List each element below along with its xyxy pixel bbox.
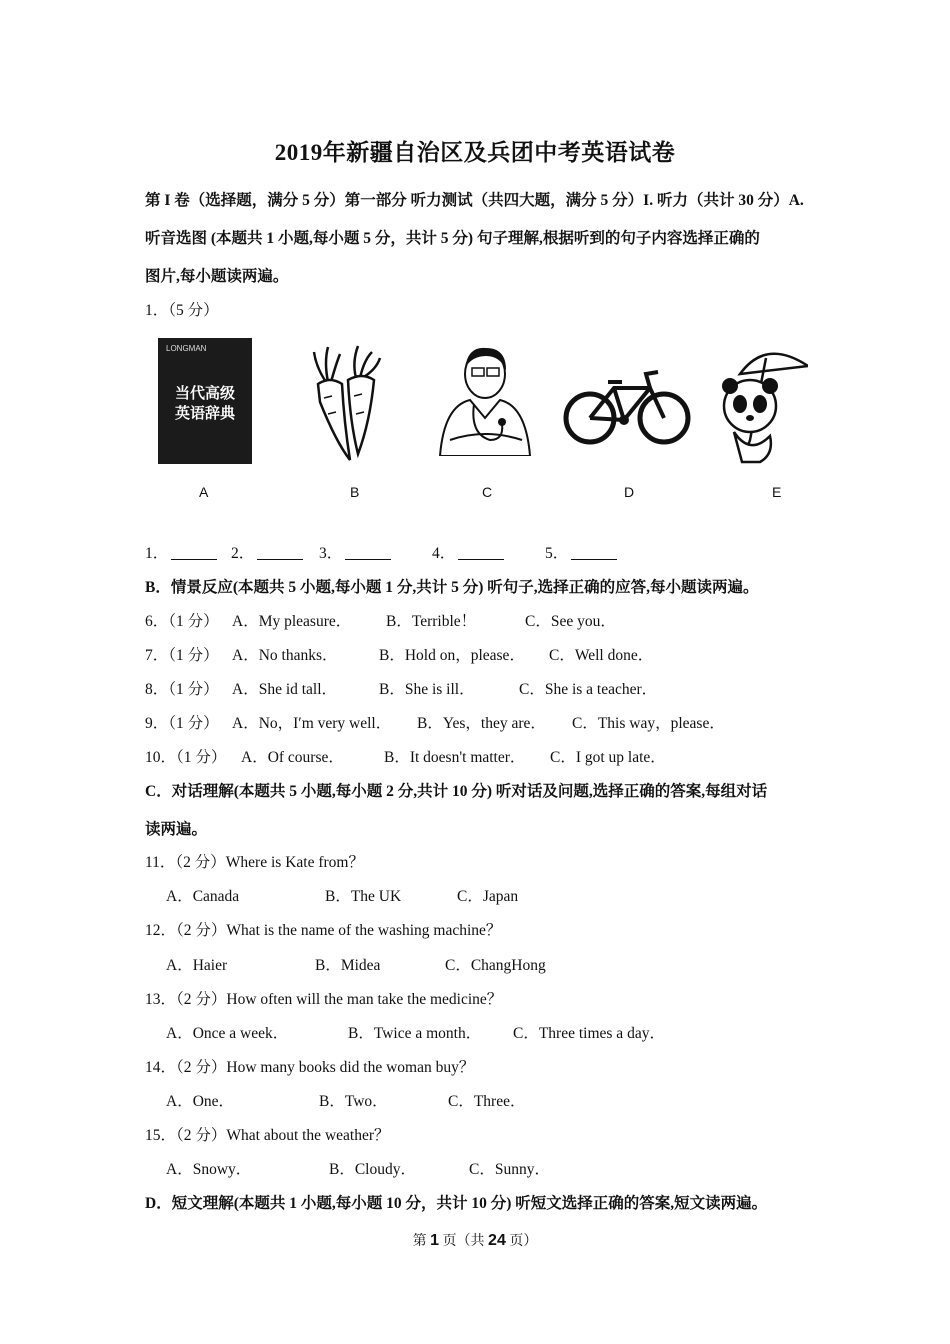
picture-label-a: A (199, 484, 209, 500)
answer-blank-5[interactable] (545, 541, 617, 563)
question-11-text: 11．（2 分）Where is Kate from？ (145, 854, 364, 871)
question-14-option-b: B．Two． (319, 1093, 388, 1110)
blank-line (345, 545, 391, 560)
picture-label-e: E (772, 484, 782, 500)
blank-line (171, 545, 217, 560)
intro-line-3: 图片,每小题读两遍。 (145, 268, 289, 285)
footer-prefix: 第 (412, 1234, 427, 1249)
question-7-option-a: A．No thanks． (232, 647, 338, 664)
answer-number-2: 2． (231, 545, 255, 562)
intro-line-1: 第 I 卷（选择题，满分 5 分）第一部分 听力测试（共四大题，满分 5 分）I. 听力（共计 30 分）A. (145, 192, 804, 209)
footer-total-pages: 24 (488, 1232, 506, 1249)
question-9-number: 9．（1 分） (145, 715, 219, 732)
question-12-option-a: A．Haier (166, 957, 228, 974)
page-footer (0, 1230, 950, 1250)
question-8-option-a: A．She id tall． (232, 681, 338, 698)
question-9-option-a: A．No，I′m very well． (232, 715, 392, 732)
dictionary-book-image (158, 338, 252, 464)
carrots-image (306, 342, 386, 464)
panda-umbrella-image (720, 344, 808, 464)
answer-number-5: 5． (545, 545, 569, 562)
section-d-heading: D．短文理解(本题共 1 小题,每小题 10 分，共计 10 分) 听短文选择正确的答案,短文读两遍。 (145, 1195, 768, 1212)
picture-label-d: D (624, 484, 635, 500)
question-6-option-b: B．Terrible！ (386, 613, 477, 630)
question-7-option-c: C．Well done． (549, 647, 654, 664)
question-11-option-b: B．The UK (325, 888, 402, 905)
book-title-line-1: 当代高级 (174, 384, 235, 402)
question-14-option-a: A．One． (166, 1093, 235, 1110)
question-10-option-c: C．I got up late． (550, 749, 666, 766)
answer-blank-4[interactable] (432, 541, 504, 563)
answer-number-3: 3． (319, 545, 343, 562)
question-15-option-c: C．Sunny． (469, 1161, 550, 1178)
answer-blank-1[interactable] (145, 541, 217, 563)
footer-page-number: 1 (430, 1232, 440, 1249)
exam-title: 2019年新疆自治区及兵团中考英语试卷 (274, 140, 676, 165)
question-11-option-a: A．Canada (166, 888, 240, 905)
footer-suffix: 页） (509, 1234, 538, 1249)
question-1-label: 1．（5 分） (145, 302, 219, 319)
blank-line (571, 545, 617, 560)
question-14-text: 14．（2 分）How many books did the woman buy？ (145, 1059, 475, 1076)
question-12-option-b: B．Midea (315, 957, 381, 974)
question-6-option-c: C．See you． (525, 613, 616, 630)
question-6-option-a: A．My pleasure． (232, 613, 352, 630)
footer-middle: 页（共 (442, 1234, 485, 1249)
bicycle-image (562, 366, 692, 448)
question-15-option-a: A．Snowy． (166, 1161, 252, 1178)
question-15-text: 15．（2 分）What about the weather？ (145, 1127, 390, 1144)
question-10-number: 10．（1 分） (145, 749, 227, 766)
question-6-number: 6．（1 分） (145, 613, 219, 630)
picture-label-b: B (350, 484, 360, 500)
blank-line (458, 545, 504, 560)
question-12-text: 12．（2 分）What is the name of the washing machine？ (145, 922, 502, 939)
question-8-option-b: B．She is ill． (379, 681, 475, 698)
answer-number-1: 1． (145, 545, 169, 562)
question-12-option-c: C．ChangHong (445, 957, 546, 974)
question-7-number: 7．（1 分） (145, 647, 219, 664)
answer-blank-3[interactable] (319, 541, 391, 563)
question-9-option-c: C．This way，please． (572, 715, 725, 732)
book-title-line-2: 英语辞典 (174, 404, 235, 422)
picture-label-c: C (482, 484, 493, 500)
question-8-number: 8．（1 分） (145, 681, 219, 698)
question-7-option-b: B．Hold on，please． (379, 647, 525, 664)
question-13-option-c: C．Three times a day． (513, 1025, 665, 1042)
question-13-option-a: A．Once a week． (166, 1025, 289, 1042)
book-top-text: LONGMAN (166, 344, 207, 353)
section-c-heading-line-1: C．对话理解(本题共 5 小题,每小题 2 分,共计 10 分) 听对话及问题,选择正确的答案,每组对话 (145, 783, 768, 800)
question-8-option-c: C．She is a teacher． (519, 681, 658, 698)
doctor-image (430, 344, 540, 456)
question-13-text: 13．（2 分）How often will the man take the medicine？ (145, 991, 503, 1008)
question-11-option-c: C．Japan (457, 888, 519, 905)
question-14-option-c: C．Three． (448, 1093, 526, 1110)
question-15-option-b: B．Cloudy． (329, 1161, 416, 1178)
question-9-option-b: B．Yes，they are． (417, 715, 546, 732)
question-10-option-b: B．It doesn't matter． (384, 749, 526, 766)
question-10-option-a: A．Of course． (241, 749, 344, 766)
answer-number-4: 4． (432, 545, 456, 562)
section-c-heading-line-2: 读两遍。 (145, 821, 208, 838)
blank-line (257, 545, 303, 560)
section-b-heading: B．情景反应(本题共 5 小题,每小题 1 分,共计 5 分) 听句子,选择正确的应答,每小题读两遍。 (145, 579, 759, 596)
question-13-option-b: B．Twice a month． (348, 1025, 482, 1042)
intro-line-2: 听音选图 (本题共 1 小题,每小题 5 分，共计 5 分) 句子理解,根据听到的句子内容选择正确的 (145, 230, 760, 247)
answer-blank-2[interactable] (231, 541, 303, 563)
